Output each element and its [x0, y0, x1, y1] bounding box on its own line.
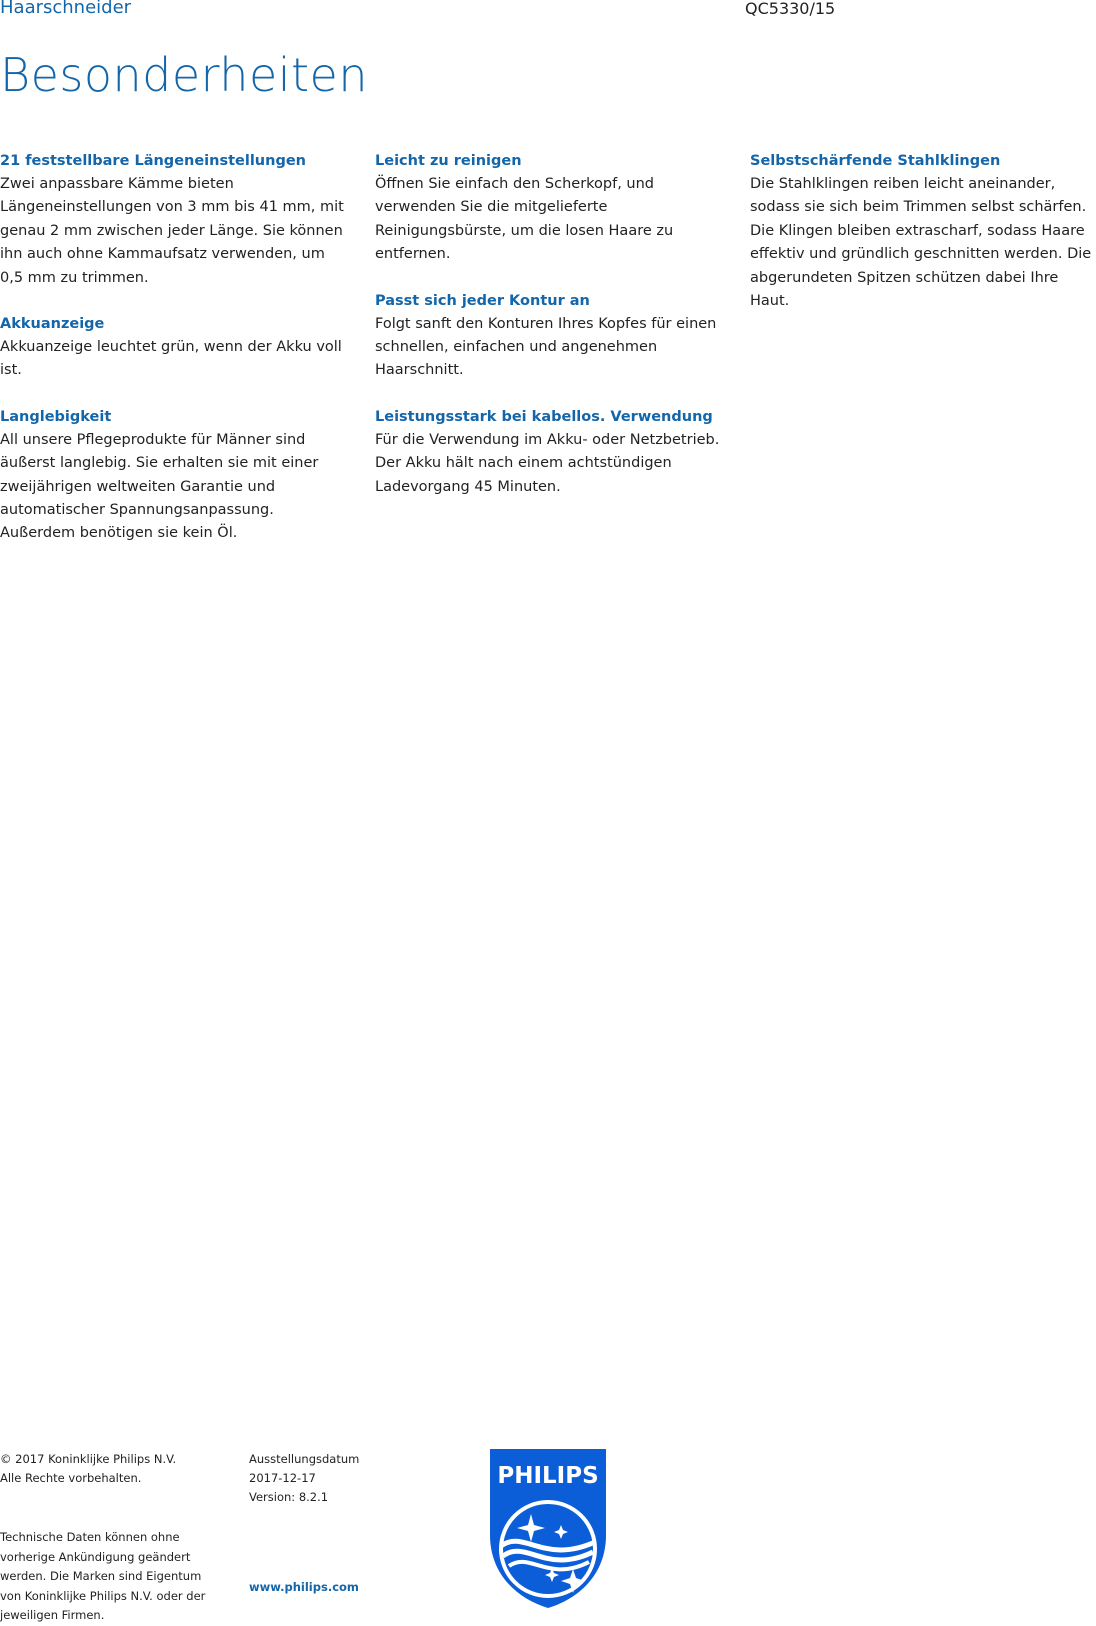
website-link[interactable]: www.philips.com — [249, 1580, 359, 1594]
footer-legal-text: Technische Daten können ohne vorherige Ankündigung geändert werden. Die Marken sind Eigentum von Koninklijke Philips N.V. oder der jeweiligen Firmen. — [0, 1530, 206, 1622]
feature-text: Folgt sanft den Konturen Ihres Kopfes für einen schnellen, einfachen und angenehmen Haarschnitt. — [375, 315, 717, 379]
product-category: Haarschneider — [0, 0, 132, 18]
feature-title: Passt sich jeder Kontur an — [375, 292, 590, 309]
feature-text: Die Stahlklingen reiben leicht aneinander, sodass sie sich beim Trimmen selbst schärfen. Die Klingen bleiben extrascharf, sodass Haare effektiv und gründlich geschnitten werden. Die abgerundeten Spitzen schützen dabei Ihre Haut. — [750, 176, 1092, 310]
feature-title: Langlebigkeit — [0, 408, 112, 425]
feature-title: Akkuanzeige — [0, 316, 105, 333]
rights-text: Alle Rechte vorbehalten. — [0, 1471, 142, 1485]
issue-label: Ausstellungsdatum — [249, 1452, 360, 1466]
feature-item — [0, 313, 350, 383]
issue-date: 2017-12-17 — [249, 1471, 316, 1485]
feature-title: 21 feststellbare Längeneinstellungen — [0, 153, 306, 169]
feature-text: All unsere Pflegeprodukte für Männer sind äußerst langlebig. Sie erhalten sie mit einer zweijährigen weltweiten Garantie und automatischer Spannungsanpassung. Außerdem benötigen sie kein Öl. — [0, 431, 319, 542]
feature-title: Leicht zu reinigen — [375, 153, 522, 169]
feature-item — [0, 150, 350, 290]
feature-text: Zwei anpassbare Kämme bieten Längeneinstellungen von 3 mm bis 41 mm, mit genau 2 mm zwischen jeder Länge. Sie können ihn auch ohne Kammaufsatz verwenden, um 0,5 mm zu trimmen. — [0, 176, 344, 286]
footer-issue-info — [249, 1450, 359, 1507]
feature-column-1 — [0, 150, 350, 569]
feature-item — [750, 150, 1096, 313]
copyright-text: © 2017 Koninklijke Philips N.V. — [0, 1452, 177, 1466]
page-title: Besonderheiten — [0, 48, 369, 102]
feature-title: Leistungsstark bei kabellos. Verwendung — [375, 408, 713, 425]
feature-text: Akkuanzeige leuchtet grün, wenn der Akku voll ist. — [0, 339, 342, 379]
philips-shield-icon — [486, 1447, 610, 1610]
model-number: QC5330/15 — [745, 0, 836, 18]
logo-text: PHILIPS — [497, 1463, 599, 1489]
feature-column-2 — [375, 150, 725, 522]
feature-item — [375, 290, 725, 383]
feature-column-3 — [750, 150, 1096, 336]
feature-text: Für die Verwendung im Akku- oder Netzbetrieb. Der Akku hält nach einem achtstündigen Ladevorgang 45 Minuten. — [375, 431, 720, 495]
feature-item — [0, 406, 350, 546]
feature-item — [375, 150, 725, 267]
feature-item — [375, 406, 725, 499]
feature-text: Öffnen Sie einfach den Scherkopf, und verwenden Sie die mitgelieferte Reinigungsbürste, um die losen Haare zu entfernen. — [375, 176, 674, 263]
footer-copyright — [0, 1450, 220, 1488]
feature-title: Selbstschärfende Stahlklingen — [750, 153, 1001, 169]
version-text: Version: 8.2.1 — [249, 1490, 329, 1504]
